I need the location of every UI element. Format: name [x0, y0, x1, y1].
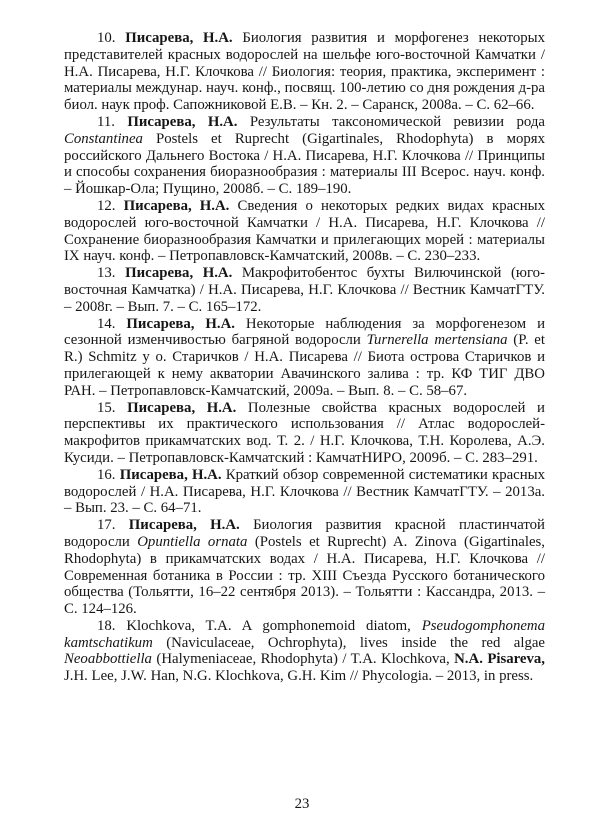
reference-text: (Naviculaceae, Ochrophyta), lives inside the red algae: [152, 634, 545, 651]
taxon-name: Neoabbottiella: [64, 651, 152, 668]
author-name: N.A. Pisareva,: [454, 651, 545, 668]
author-name: Писарева, Н.А.: [125, 265, 233, 282]
reference-entry: [64, 467, 545, 517]
reference-entry: [64, 198, 545, 265]
references-list: [64, 30, 545, 685]
reference-entry: [64, 265, 545, 315]
reference-text: Результаты таксономической ревизии рода: [237, 113, 545, 130]
taxon-name: Opuntiella ornata: [137, 533, 248, 550]
author-name: Писарева, Н.А.: [125, 30, 233, 46]
reference-text: Сведения о некоторых редких видах красных водорослей юго-восточной Камчатки / Н.А. Писарева, Н.Г. Клочкова // Сохранение биоразнообразия Камчатки и прилегающих морей : материалы IX науч. конф. – Петропавловск-Камчатский, 2008в. – С. 230–233.: [64, 197, 545, 265]
reference-entry: [64, 618, 545, 685]
reference-text: Биология развития красной пластинчатой водоросли: [64, 517, 545, 550]
taxon-name: Turnerella mertensiana: [366, 332, 508, 349]
reference-text: 15.: [97, 399, 128, 416]
reference-text: Биология развития и морфогенез некоторых представителей красных водорослей на шельфе юго-восточной Камчатки / Н.А. Писарева, Н.Г. Клочкова // Биология: теория, практика, эксперимент : материалы междунар. науч. конф., посвящ. 100-летию со дня рождения д-ра биол. наук проф. Сапожниковой Е.В. – Кн. 2. – Саранск, 2008а. – С. 62–66.: [64, 30, 545, 114]
reference-text: 12.: [97, 197, 124, 214]
reference-text: Некоторые наблюдения за морфогенезом и сезонной изменчивостью багряной водоросли: [64, 315, 545, 349]
reference-text: (Halymeniaceae, Rhodophyta) / T.A. Klochkova,: [151, 651, 455, 668]
reference-text: 13.: [97, 265, 126, 282]
reference-text: 11.: [97, 113, 128, 130]
author-name: Писарева, Н.А.: [126, 315, 236, 332]
reference-text: Postels et Ruprecht (Gigartinales, Rhodophyta) в морях российского Дальнего Востока / Н.А. Писарева, Н.Г. Клочкова // Принципы и способы сохранения биоразнообразия : материалы III Всерос. науч. конф. – Йошкар-Ола; Пущино, 2008б. – С. 189–190.: [64, 130, 545, 198]
reference-entry: [64, 114, 545, 198]
author-name: Писарева, Н.А.: [119, 466, 222, 483]
author-name: Писарева, Н.А.: [128, 517, 240, 534]
author-name: Писарева, Н.А.: [127, 113, 238, 130]
author-name: Писарева, Н.А.: [127, 399, 237, 416]
taxon-name: Constantinea: [64, 130, 143, 147]
reference-text: (P. et R.) Schmitz у о. Старичков / Н.А. Писарева // Биота острова Старичков и прилегающей к нему акватории Авачинского залива : тр. КФ ТИГ ДВО РАН. – Петропавловск-Камчатский, 2009а. – Вып. 8. – С. 58–67.: [64, 332, 545, 399]
reference-text: 14.: [97, 315, 127, 332]
reference-text: (Postels et Ruprecht) A. Zinova (Gigartinales, Rhodophyta) в прикамчатских водах / Н.А. Писарева, Н.Г. Клочкова // Современная ботаника в России : тр. XIII Съезда Русского ботанического общества (Тольятти, 16–22 сентября 2013). – Тольятти : Кассандра, 2013. – С. 124–126.: [64, 533, 545, 618]
taxon-name: Pseudogomphonema kamtschatikum: [64, 617, 545, 651]
page-number: 23: [294, 796, 310, 812]
reference-text: 16.: [97, 466, 120, 483]
reference-entry: [64, 316, 545, 400]
reference-entry: [64, 400, 545, 467]
reference-entry: [64, 517, 545, 618]
reference-text: Макрофитобентос бухты Вилючинской (юго-восточная Камчатка) / Н.А. Писарева, Н.Г. Клочкова // Вестник КамчатГТУ. – 2008г. – Вып. 7. – С. 165–172.: [64, 265, 545, 315]
reference-text: 10.: [97, 30, 126, 46]
reference-text: Полезные свойства красных водорослей и перспективы их практического использования // Атлас водорослей-макрофитов прикамчатских вод. Т. 2. / Н.Г. Клочкова, Т.Н. Королева, А.Э. Кусиди. – Петропавловск-Камчатский : КамчатНИРО, 2009б. – С. 283–291.: [64, 399, 545, 466]
reference-entry: [64, 30, 545, 114]
reference-text: 17.: [97, 517, 129, 534]
reference-text: 18. Klochkova, T.A. A gomphonemoid diatom,: [97, 617, 422, 634]
author-name: Писарева, Н.А.: [123, 197, 230, 214]
reference-text: Краткий обзор современной систематики красных водорослей / Н.А. Писарева, Н.Г. Клочкова // Вестник КамчатГТУ. – 2013а. – Вып. 23. – С. 64–71.: [64, 466, 545, 517]
reference-text: J.H. Lee, J.W. Han, N.G. Klochkova, G.H. Kim // Phycologia. – 2013, in press.: [64, 668, 534, 685]
